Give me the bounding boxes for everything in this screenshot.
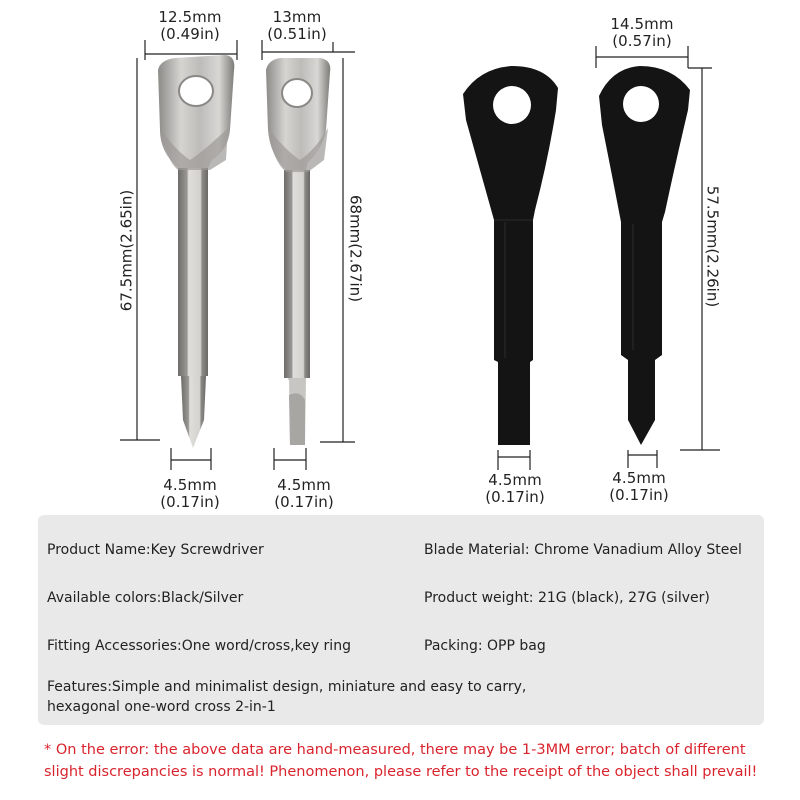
dim-tip-silver-flat — [264, 477, 344, 511]
error-note-line1: * On the error: the above data are hand-measured, there may be 1-3MM error; batch of different — [44, 742, 746, 758]
spec-features-line1: Features:Simple and minimalist design, miniature and easy to carry, — [47, 679, 527, 695]
spec-packing: Packing: OPP bag — [424, 638, 546, 654]
spec-product-name: Product Name:Key Screwdriver — [47, 542, 264, 558]
silver-cross-screwdriver — [158, 55, 234, 448]
spec-blade-material: Blade Material: Chrome Vanadium Alloy Steel — [424, 542, 742, 558]
black-cross-screwdriver — [599, 66, 690, 445]
spec-features-line2: hexagonal one-word cross 2-in-1 — [47, 699, 276, 715]
dim-black-length: 57.5mm(2.26in) — [703, 185, 722, 308]
dim-mm: 4.5mm — [612, 469, 666, 487]
dim-silver-cross-width — [140, 9, 240, 43]
dim-in: (0.49in) — [160, 25, 220, 43]
dim-tip-black-cross — [599, 470, 679, 504]
dim-silver-flat-width — [257, 9, 337, 43]
dim-silver-flat-length: 68mm(2.67in) — [346, 194, 365, 303]
dim-in: (0.17in) — [274, 493, 334, 511]
black-flat-screwdriver — [463, 66, 558, 445]
dim-in: (0.17in) — [609, 486, 669, 504]
dim-mm: 4.5mm — [163, 476, 217, 494]
dim-mm: 13mm — [272, 8, 322, 26]
spec-product-weight: Product weight: 21G (black), 27G (silver) — [424, 590, 710, 606]
dim-mm: 14.5mm — [610, 15, 674, 33]
dim-black-width — [594, 16, 690, 50]
dim-mm: 12.5mm — [158, 8, 222, 26]
dim-mm: 4.5mm — [488, 471, 542, 489]
dim-in: (0.17in) — [160, 493, 220, 511]
silver-flat-screwdriver — [266, 58, 330, 445]
dim-mm: 4.5mm — [277, 476, 331, 494]
spec-fitting-accessories: Fitting Accessories:One word/cross,key ring — [47, 638, 351, 654]
error-note-line2: slight discrepancies is normal! Phenomenon, please refer to the receipt of the object shall prevail! — [44, 764, 758, 780]
dim-tip-black-flat — [475, 472, 555, 506]
dim-in: (0.17in) — [485, 488, 545, 506]
dim-tip-silver-cross — [150, 477, 230, 511]
spec-available-colors: Available colors:Black/Silver — [47, 590, 244, 606]
dim-in: (0.57in) — [612, 32, 672, 50]
dim-in: (0.51in) — [267, 25, 327, 43]
dim-silver-cross-length: 67.5mm(2.65in) — [117, 189, 136, 312]
